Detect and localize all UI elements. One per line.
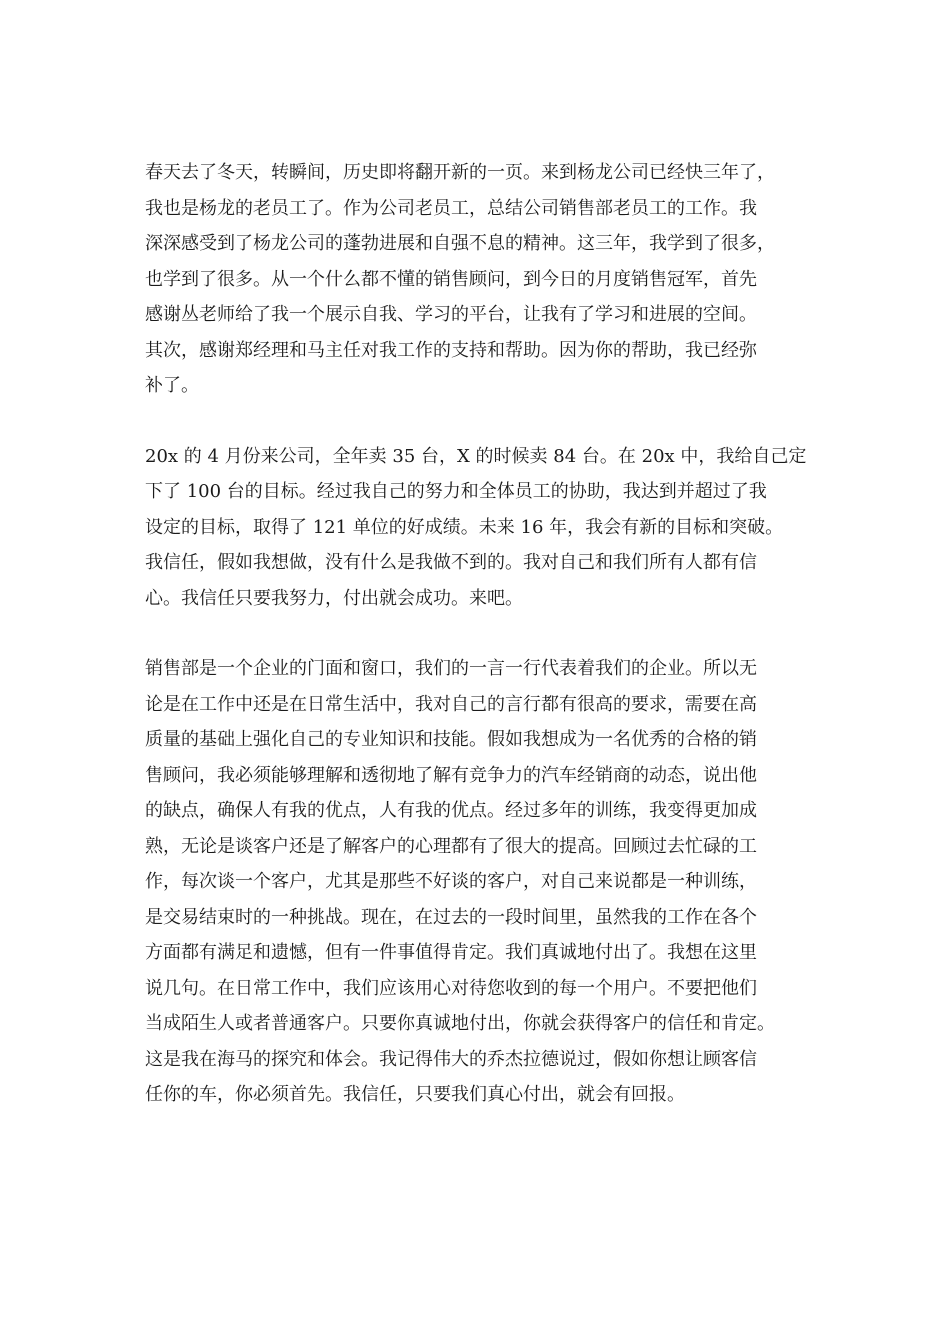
paragraph-2: 20x 的 4 月份来公司，全年卖 35 台，X 的时候卖 84 台。在 20x 中，我给自己定 下了 100 台的目标。经过我自己的努力和全体员工的协助，我达到并超过了我 设定的目标，取得了 121 单位的好成绩。未来 16 年，我会有新的目标和突破。 我信任，假如我想做，没有什么是我做不到的。我对自己和我们所有人都有信 心。我信任只要我努力，付出就会成功。来吧。 bbox=[145, 445, 807, 609]
document-body bbox=[145, 155, 810, 1148]
paragraph-1: 春天去了冬天，转瞬间，历史即将翻开新的一页。来到杨龙公司已经快三年了， 我也是杨龙的老员工了。作为公司老员工，总结公司销售部老员工的工作。我 深深感受到了杨龙公司的蓬勃进展和自强不息的精神。这三年，我学到了很多， 也学到了很多。从一个什么都不懂的销售顾问，到今日的月度销售冠军，首先 感谢丛老师给了我一个展示自我、学习的平台，让我有了学习和进展的空间。 其次，感谢郑经理和马主任对我工作的支持和帮助。因为你的帮助，我已经弥 补了。 bbox=[145, 162, 775, 396]
paragraph-3: 销售部是一个企业的门面和窗口，我们的一言一行代表着我们的企业。所以无 论是在工作中还是在日常生活中，我对自己的言行都有很高的要求，需要在高 质量的基础上强化自己的专业知识和技能。假如我想成为一名优秀的合格的销 售顾问，我必须能够理解和透彻地了解有竞争力的汽车经销商的动态，说出他 的缺点，确保人有我的优点，人有我的优点。经过多年的训练，我变得更加成 熟，无论是谈客户还是了解客户的心理都有了很大的提高。回顾过去忙碌的工 作，每次谈一个客户，尤其是那些不好谈的客户，对自己来说都是一种训练， 是交易结束时的一种挑战。现在，在过去的一段时间里，虽然我的工作在各个 方面都有满足和遗憾，但有一件事值得肯定。我们真诚地付出了。我想在这里 说几句。在日常工作中，我们应该用心对待您收到的每一个用户。不要把他们 当成陌生人或者普通客户。只要你真诚地付出，你就会获得客户的信任和肯定。 这是我在海马的探究和体会。我记得伟大的乔杰拉德说过，假如你想让顾客信 任你的车，你必须首先。我信任，只要我们真心付出，就会有回报。 bbox=[145, 658, 775, 1105]
